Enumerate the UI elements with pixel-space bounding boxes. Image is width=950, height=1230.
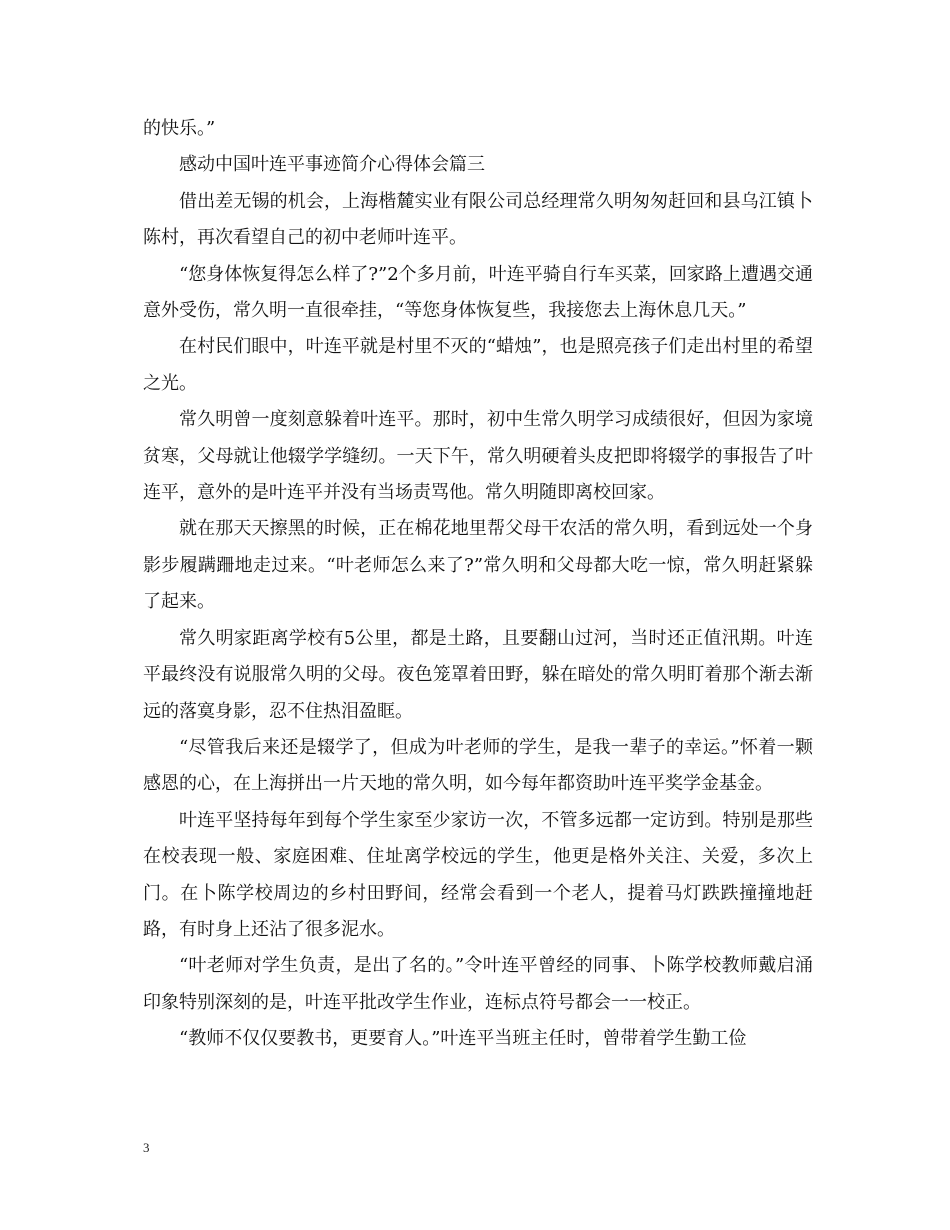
page-number: 3: [143, 1140, 150, 1155]
paragraph: “您身体恢复得怎么样了?”2个多月前，叶连平骑自行车买菜，回家路上遭遇交通意外受伤，常久明一直很牵挂，“等您身体恢复些，我接您去上海休息几天。”: [143, 263, 813, 322]
paragraph: 借出差无锡的机会，上海楷麓实业有限公司总经理常久明匆匆赶回和县乌江镇卜陈村，再次看望自己的初中老师叶连平。: [143, 190, 813, 249]
paragraph: 叶连平坚持每年到每个学生家至少家访一次，不管多远都一定访到。特别是那些在校表现一般、家庭困难、住址离学校远的学生，他更是格外关注、关爱，多次上门。在卜陈学校周边的乡村田野间，经常会看到一个老人，提着马灯跌跌撞撞地赶路，有时身上还沾了很多泥水。: [143, 809, 813, 940]
section-heading: 感动中国叶连平事迹简介心得体会篇三: [179, 154, 485, 176]
paragraph: 常久明曾一度刻意躲着叶连平。那时，初中生常久明学习成绩很好，但因为家境贫寒，父母就让他辍学学缝纫。一天下午，常久明硬着头皮把即将辍学的事报告了叶连平，意外的是叶连平并没有当场责骂他。常久明随即离校回家。: [143, 409, 813, 504]
paragraph: 在村民们眼中，叶连平就是村里不灭的“蜡烛”，也是照亮孩子们走出村里的希望之光。: [143, 336, 813, 394]
paragraph: “叶老师对学生负责，是出了名的。”令叶连平曾经的同事、卜陈学校教师戴启涌印象特别深刻的是，叶连平批改学生作业，连标点符号都会一一校正。: [143, 955, 813, 1013]
paragraph: “尽管我后来还是辍学了，但成为叶老师的学生，是我一辈子的幸运。”怀着一颗感恩的心，在上海拼出一片天地的常久明，如今每年都资助叶连平奖学金基金。: [143, 736, 813, 795]
paragraph: 常久明家距离学校有5公里，都是土路，且要翻山过河，当时还正值汛期。叶连平最终没有说服常久明的父母。夜色笼罩着田野，躲在暗处的常久明盯着那个渐去渐远的落寞身影，忍不住热泪盈眶。: [143, 627, 813, 722]
document-body: [143, 111, 813, 1058]
paragraph-continuation: 的快乐。”: [143, 118, 216, 139]
paragraph: 就在那天天擦黑的时候，正在棉花地里帮父母干农活的常久明，看到远处一个身影步履蹒跚地走过来。“叶老师怎么来了?”常久明和父母都大吃一惊，常久明赶紧躲了起来。: [143, 518, 813, 613]
paragraph: “教师不仅仅要教书，更要育人。”叶连平当班主任时，曾带着学生勤工俭: [179, 1028, 747, 1050]
